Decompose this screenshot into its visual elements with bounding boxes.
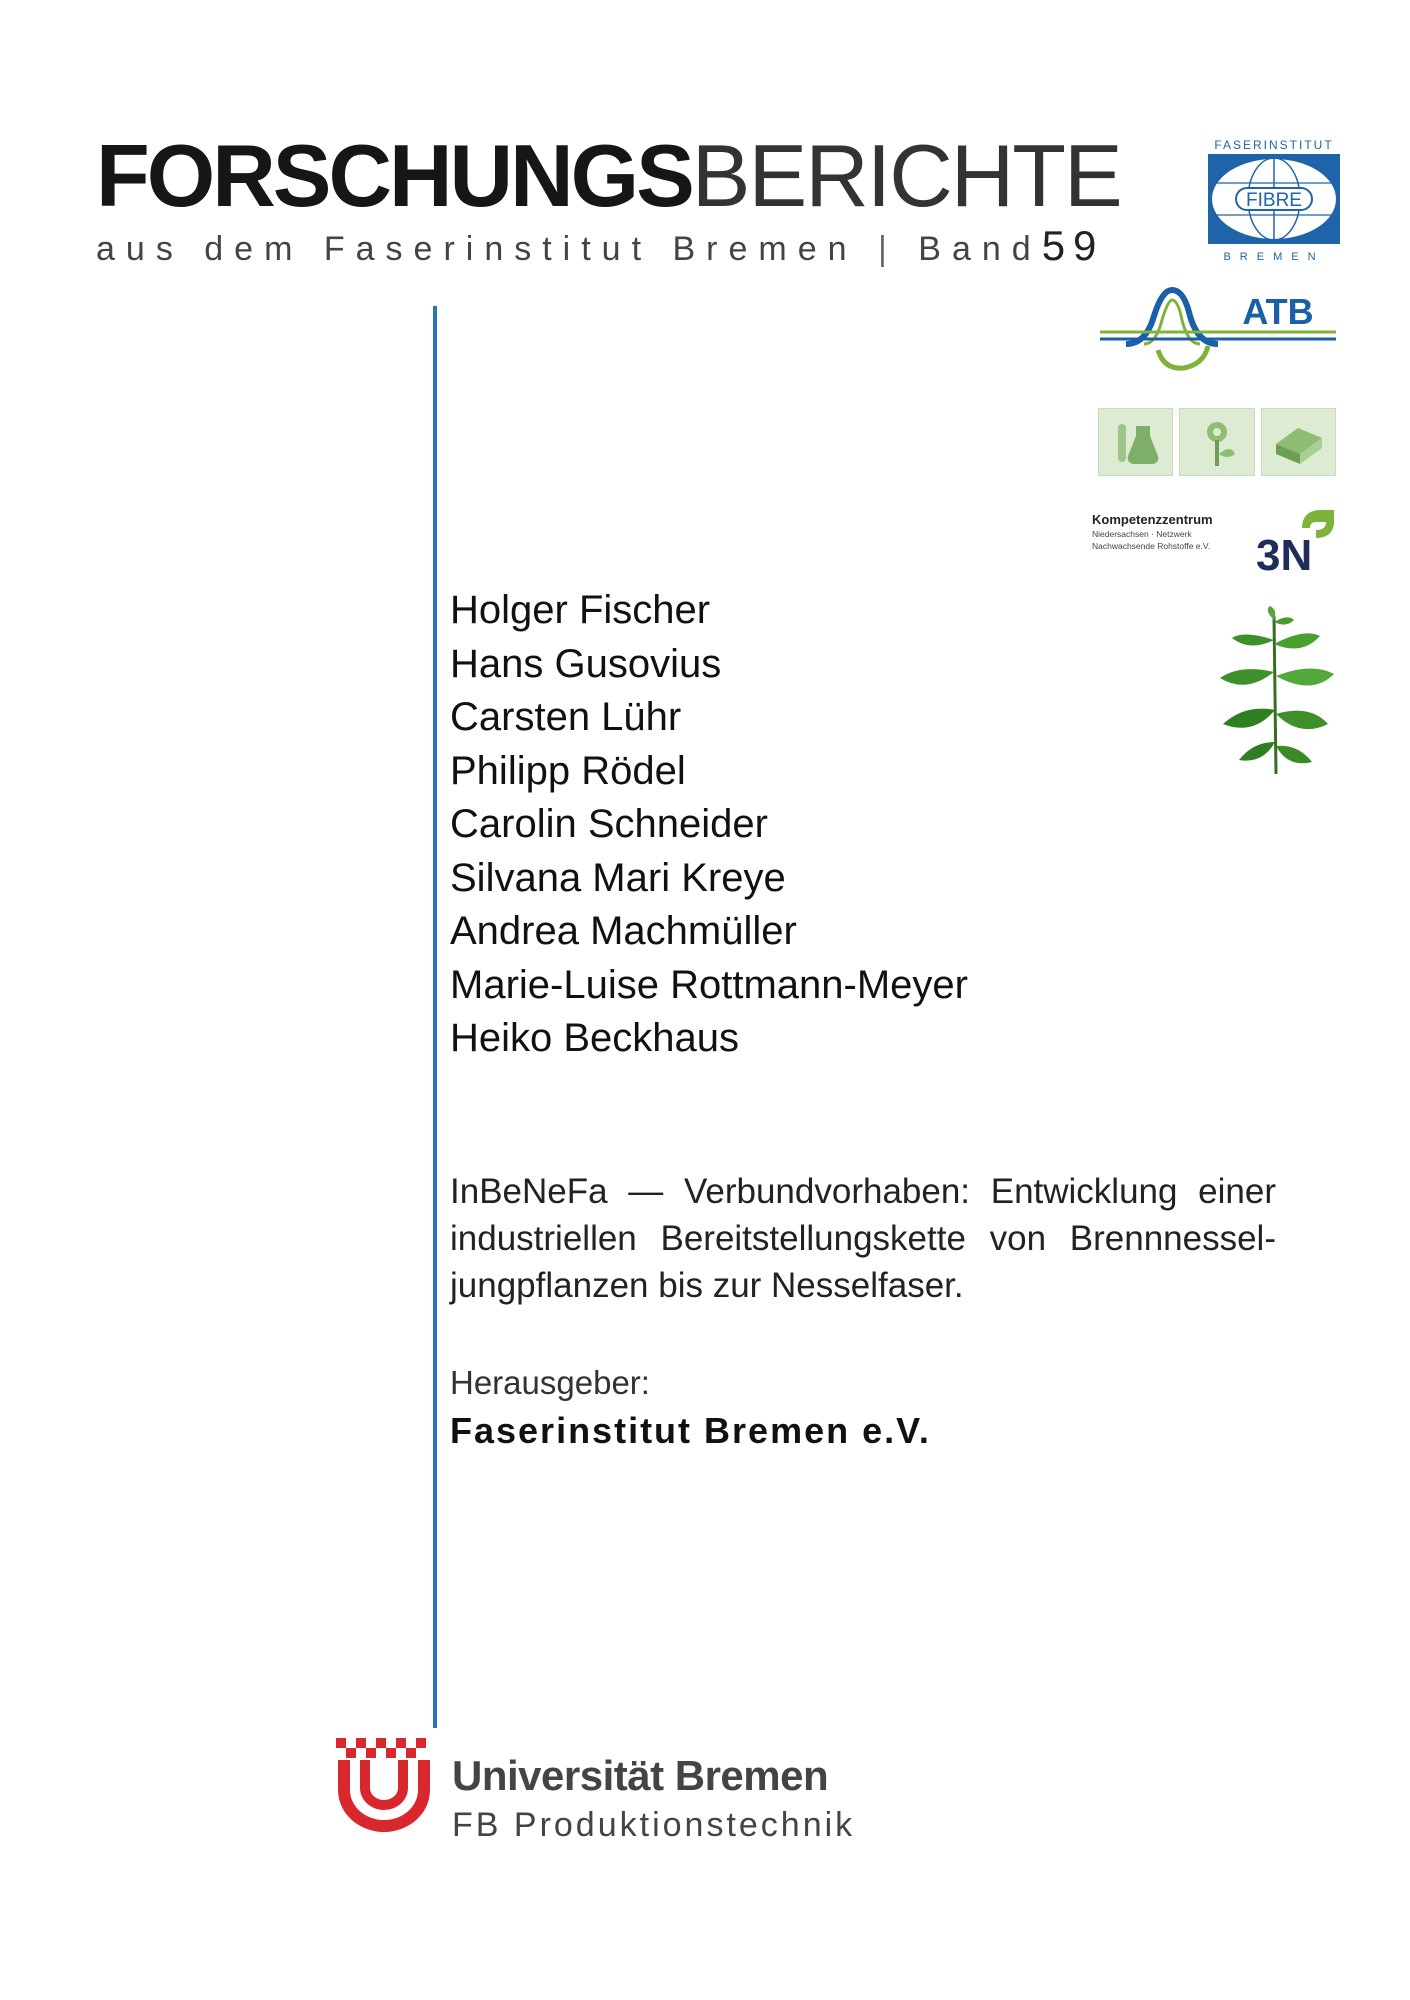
- author-list: [450, 584, 968, 1066]
- publisher-name: Faserinstitut Bremen e.V.: [450, 1410, 931, 1451]
- atb-text: ATB: [1242, 291, 1314, 332]
- flower-icon: [1179, 408, 1254, 476]
- band-number: 59: [1041, 222, 1105, 269]
- kompetenzzentrum-text: [1092, 512, 1252, 551]
- faserinstitut-fibre-logo: [1206, 138, 1342, 262]
- series-title: [96, 128, 1121, 224]
- vertical-divider: [433, 306, 437, 1728]
- author-name: Carsten Lühr: [450, 695, 682, 739]
- kompetenzzentrum-line2: Nachwachsende Rohstoffe e.V.: [1092, 541, 1211, 551]
- author-name: Philipp Rödel: [450, 748, 686, 793]
- pictogram-logo: [1098, 408, 1336, 476]
- author-name: Hans Gusovius: [450, 641, 722, 686]
- university-department: FB Produktionstechnik: [452, 1806, 856, 1844]
- kompetenzzentrum-3n-logo: [1092, 506, 1340, 576]
- lab-flask-icon: [1098, 408, 1173, 476]
- fibre-bottom-text: BREMEN: [1223, 251, 1325, 262]
- author-name: Marie-Luise Rottmann-Meyer: [450, 962, 968, 1007]
- 3n-text: 3N: [1256, 531, 1313, 576]
- author-name: Holger Fischer: [450, 588, 711, 632]
- series-title-bold: FORSCHUNGS: [96, 126, 692, 225]
- universitaet-bremen-logo-icon: [336, 1738, 432, 1834]
- 3n-mark-icon: [1254, 506, 1340, 576]
- fibre-center-text: FIBRE: [1246, 190, 1302, 211]
- project-title: InBeNeFa — Verbundvorhaben: Entwicklung einer industriellen Bereitstellungskette von Brennnessel-jungpflanzen bis zur Nesselfaser.: [450, 1172, 1276, 1305]
- fibre-top-text: FASERINSTITUT: [1214, 138, 1334, 152]
- author-name: Andrea Machmüller: [450, 909, 797, 953]
- author-name: Heiko Beckhaus: [450, 1016, 740, 1060]
- university-name: Universität Bremen: [452, 1752, 829, 1799]
- band-label: Band: [918, 230, 1042, 268]
- atb-logo: [1098, 284, 1338, 374]
- board-icon: [1261, 408, 1336, 476]
- kompetenzzentrum-line1: Niedersachsen · Netzwerk: [1092, 529, 1192, 539]
- kompetenzzentrum-title: Kompetenzzentrum: [1092, 512, 1213, 527]
- series-subtitle: [96, 222, 1104, 270]
- nettle-plant-icon: [1212, 606, 1342, 776]
- series-subtitle-text: aus dem Faserinstitut Bremen: [96, 230, 858, 268]
- author-name: Carolin Schneider: [450, 802, 768, 846]
- publisher-label: Herausgeber:: [450, 1364, 650, 1401]
- series-separator: |: [877, 230, 898, 268]
- series-title-light: BERICHTE: [691, 126, 1121, 225]
- author-name: Silvana Mari Kreye: [450, 855, 786, 900]
